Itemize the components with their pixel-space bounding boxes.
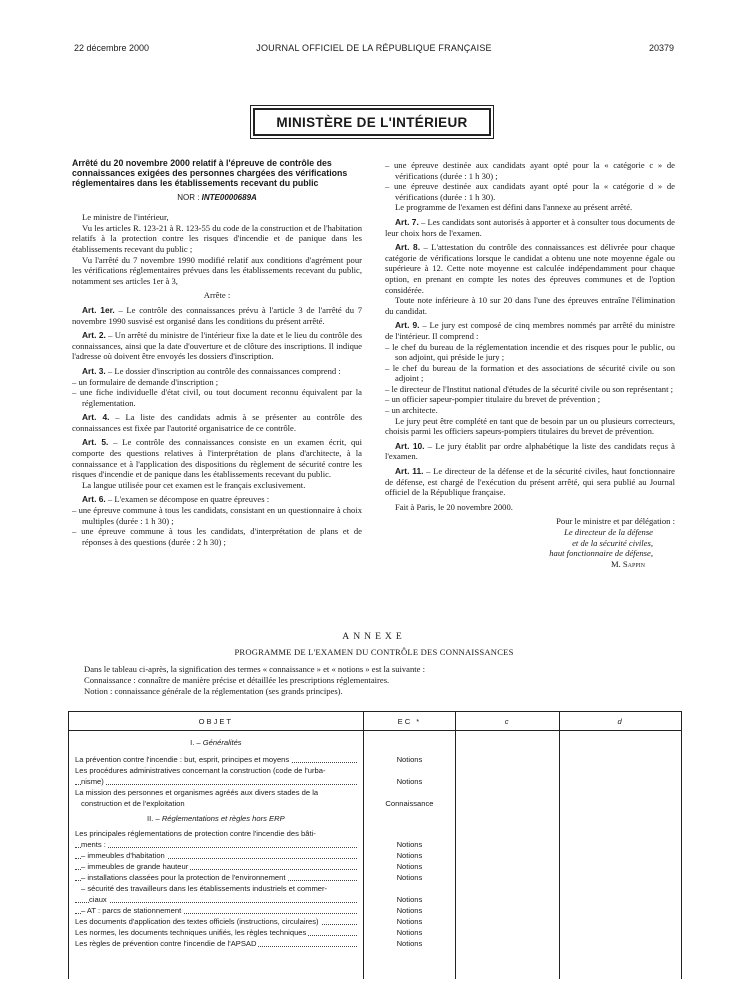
- signature-line: Pour le ministre et par délégation :: [556, 516, 675, 527]
- article-2: [72, 330, 362, 362]
- table-row: nisme): [75, 776, 357, 787]
- objet-column: [69, 731, 364, 980]
- article-text: – Le directeur de la défense et de la sécurité civiles, haut fonctionnaire de défense, est chargé de l'exécution du présent arrêté, qui sera publié au Journal officiel de la République française.: [385, 466, 675, 498]
- signature-line: Le directeur de la défense: [564, 527, 653, 537]
- paragraph: Toute note inférieure à 10 sur 20 dans l'une des épreuves entraîne l'élimination du candidat.: [385, 295, 675, 316]
- arrete-label: Arrête :: [203, 290, 231, 301]
- column-header-objet: OBJET: [69, 712, 364, 731]
- annexe-intro: [84, 664, 684, 697]
- table-row: La prévention contre l'incendie : but, esprit, principes et moyens: [75, 754, 357, 765]
- article-label: Art. 7.: [395, 216, 419, 227]
- paragraph: La langue utilisée pour cet examen est le français exclusivement.: [82, 479, 306, 490]
- right-column: [385, 160, 675, 569]
- list-item: – une épreuve commune à tous les candidats, consistant en un questionnaire à choix multiples (durée : 1 h 30) ;: [72, 505, 362, 526]
- intro-line: Dans le tableau ci-après, la signification des termes « connaissance » et « notions » est la suivante :: [84, 664, 426, 674]
- header-date: 22 décembre 2000: [74, 43, 150, 53]
- article-label: Art. 6.: [82, 494, 106, 505]
- signature-date: Fait à Paris, le 20 novembre 2000.: [395, 501, 513, 512]
- article-text: – Le contrôle des connaissances consiste en un examen écrit, qui comporte des questions relatives à l'interprétation de plans d'architecte, à la connaissance et à l'application des dispositions du règlement de sécurité contre les risques d'incendie et de panique dans les établissements recevant du public.: [72, 437, 362, 480]
- header-journal-title: JOURNAL OFFICIEL DE LA RÉPUBLIQUE FRANÇAISE: [256, 43, 492, 53]
- ec-value: Notions: [396, 840, 423, 849]
- header-page-number: 20379: [648, 43, 674, 53]
- annexe-subtitle: PROGRAMME DE L'EXAMEN DU CONTRÔLE DES CONNAISSANCES: [234, 647, 514, 657]
- table-row: – immeubles de grande hauteur: [75, 861, 357, 872]
- table-row: – AT : parcs de stationnement: [75, 905, 357, 916]
- ec-column: [363, 731, 456, 980]
- list-item: – une épreuve destinée aux candidats ayant opté pour la « catégorie d » de vérifications (durée : 1 h 30).: [385, 181, 675, 202]
- list-item: – le chef du bureau de la réglementation incendie et des risques pour le public, ou son adjoint, qui préside le jury ;: [385, 341, 675, 363]
- ec-value: Connaissance: [385, 799, 434, 808]
- table-row: Les principales réglementations de protection contre l'incendie des bâti-: [75, 829, 316, 838]
- table-row: – immeubles d'habitation: [75, 850, 357, 861]
- article-text: – La liste des candidats admis à se présenter au contrôle des connaissances est fixée par l'autorité organisatrice de ce contrôle.: [72, 412, 362, 433]
- ec-value: Notions: [396, 755, 423, 764]
- article-label: Art. 4.: [82, 412, 110, 423]
- paragraph: Vu l'arrêté du 7 novembre 1990 modifié relatif aux conditions d'agrément pour les vérifications réglementaires prévues dans les établissements recevant du public, notamment ses articles 1er à 3,: [72, 254, 362, 286]
- article-text: – Le jury établit par ordre alphabétique la liste des candidats reçus à l'examen.: [385, 440, 675, 462]
- list-item: – un architecte.: [385, 405, 438, 416]
- list-item: – le chef du bureau de la formation et des associations de sécurité civile ou son adjoint ;: [385, 362, 675, 384]
- signature-line: et de la sécurité civiles,: [572, 537, 653, 548]
- c-column: [456, 731, 560, 980]
- article-6: [72, 494, 362, 505]
- column-header-ec: EC *: [363, 712, 456, 731]
- table-header-row: [69, 712, 682, 731]
- article-11: [385, 466, 675, 498]
- intro-line: Notion : connaissance générale de la réglementation (ses grands principes).: [84, 686, 343, 696]
- d-column: [560, 731, 682, 980]
- signatory-name: M. Sappin: [610, 558, 645, 569]
- section-heading: I. – Généralités: [190, 738, 242, 747]
- table-row: – installations classées pour la protection de l'environnement: [75, 872, 357, 883]
- list-item: – une épreuve destinée aux candidats ayant opté pour la « catégorie c » de vérifications (durée : 1 h 30) ;: [385, 160, 675, 181]
- article-text: – Le jury est composé de cinq membres nommés par arrêté du ministre de l'intérieur. Il comprend :: [385, 320, 675, 341]
- article-label: Art. 10.: [395, 440, 425, 451]
- ec-value: Notions: [396, 873, 423, 882]
- article-text: – Le dossier d'inscription au contrôle des connaissances comprend :: [105, 365, 341, 376]
- ec-value: Notions: [396, 895, 423, 904]
- table-row: – sécurité des travailleurs dans les établissements industriels et commer-: [81, 884, 328, 893]
- article-5: [72, 437, 362, 479]
- article-4: [72, 412, 362, 433]
- article-label: Art. 9.: [395, 320, 420, 331]
- article-label: Art. 11.: [395, 466, 424, 477]
- table-row: ments :: [75, 839, 357, 850]
- ministry-label: MINISTÈRE DE L'INTÉRIEUR: [276, 114, 468, 130]
- ec-value: Notions: [396, 777, 423, 786]
- ec-value: Notions: [396, 906, 423, 915]
- table-row: La mission des personnes et organismes agréés aux divers stades de la: [75, 788, 319, 797]
- paragraph: Le ministre de l'intérieur,: [82, 212, 169, 223]
- article-label: Art. 5.: [82, 437, 109, 448]
- table-row: Les normes, les documents techniques unifiés, les règles techniques: [75, 927, 357, 938]
- paragraph: Le programme de l'examen est défini dans l'annexe au présent arrêté.: [395, 202, 633, 213]
- table-row: Les procédures administratives concernant la construction (code de l'urba-: [75, 766, 326, 775]
- article-8: [385, 242, 675, 295]
- paragraph: Le jury peut être complété en tant que de besoin par un ou plusieurs correcteurs, choisis parmi les officiers sapeurs-pompiers titulaires du brevet de prévention.: [385, 415, 675, 437]
- intro-line: Connaissance : connaître de manière précise et détaillée les prescriptions réglementaires.: [84, 675, 390, 685]
- list-item: – une épreuve commune à tous les candidats, d'interprétation de plans et de réponses à des questions (durée : 2 h 30) ;: [72, 526, 362, 547]
- list-item: – le directeur de l'Institut national d'études de la sécurité civile ou son représentant ;: [385, 383, 674, 394]
- table-row: Les règles de prévention contre l'incendie de l'APSAD: [75, 938, 357, 949]
- column-header-d: d: [560, 712, 682, 731]
- column-header-c: c: [456, 712, 560, 731]
- ministry-heading: [253, 108, 491, 136]
- article-7: [385, 217, 675, 238]
- ec-value: Notions: [396, 939, 423, 948]
- ec-value: Notions: [396, 917, 423, 926]
- article-text: – Les candidats sont autorisés à apporter et à consulter tous documents de leur choix hors de l'examen.: [385, 216, 675, 238]
- ec-value: Notions: [396, 851, 423, 860]
- paragraph: Vu les articles R. 123-21 à R. 123-55 du code de la construction et de l'habitation relatifs à la protection contre les risques d'incendie et de panique dans les établissements recevant du public ;: [72, 222, 362, 254]
- article-label: Art. 3.: [82, 365, 106, 376]
- table-row: Les documents d'application des textes officiels (instructions, circulaires): [75, 916, 357, 927]
- article-text: – L'examen se décompose en quatre épreuves :: [105, 494, 270, 505]
- article-10: [385, 441, 675, 462]
- article-1: [72, 305, 362, 326]
- nor-code: INTE0000689A: [201, 192, 257, 202]
- list-item: – une fiche individuelle d'état civil, ou tout document reconnu équivalent par la réglementation.: [72, 387, 362, 408]
- decree-title: Arrêté du 20 novembre 2000 relatif à l'épreuve de contrôle des connaissances exigées des personnes chargées des vérifications réglementaires dans les établissements recevant du public: [72, 158, 348, 189]
- programme-table: [68, 711, 682, 979]
- section-heading: II. – Réglementations et règles hors ERP: [147, 814, 285, 823]
- article-text: – Un arrêté du ministre de l'intérieur fixe la date et le lieu du contrôle des connaissances, ainsi que la date d'ouverture et de clôture des inscriptions. Il indique l'adresse où doivent être envoyés les dossiers d'inscription.: [72, 330, 362, 362]
- signature-line: haut fonctionnaire de défense,: [549, 548, 653, 559]
- table-row: construction et de l'exploitation: [81, 799, 185, 808]
- article-3: [72, 366, 362, 377]
- ec-value: Notions: [396, 862, 423, 871]
- article-label: Art. 2.: [82, 330, 106, 341]
- nor-reference: [72, 193, 362, 204]
- article-9: [385, 320, 675, 341]
- article-text: – Le contrôle des connaissances prévu à l'article 3 de l'arrêté du 7 novembre 1990 susvisé est organisé dans les conditions du présent arrêté.: [72, 304, 363, 326]
- table-row: ciaux: [75, 894, 357, 905]
- table-body-row: [69, 731, 682, 980]
- list-item: – un formulaire de demande d'inscription ;: [72, 376, 219, 387]
- ec-value: Notions: [396, 928, 423, 937]
- annexe-title: ANNEXE: [342, 631, 406, 642]
- left-column: [72, 158, 362, 547]
- list-item: – un officier sapeur-pompier titulaire du brevet de prévention ;: [385, 394, 601, 405]
- article-label: Art. 1er.: [82, 304, 115, 315]
- article-text: – L'attestation du contrôle des connaissances est délivrée pour chaque catégorie de vérifications lorsque le candidat a obtenu une note moyenne égale ou supérieure à 12. Cette note moyenne est calculée indépendamment pour chaque option, en prenant en compte les notes des épreuves communes et de l'option considérée.: [385, 242, 675, 295]
- article-label: Art. 8.: [395, 242, 421, 253]
- nor-label: NOR :: [177, 192, 200, 202]
